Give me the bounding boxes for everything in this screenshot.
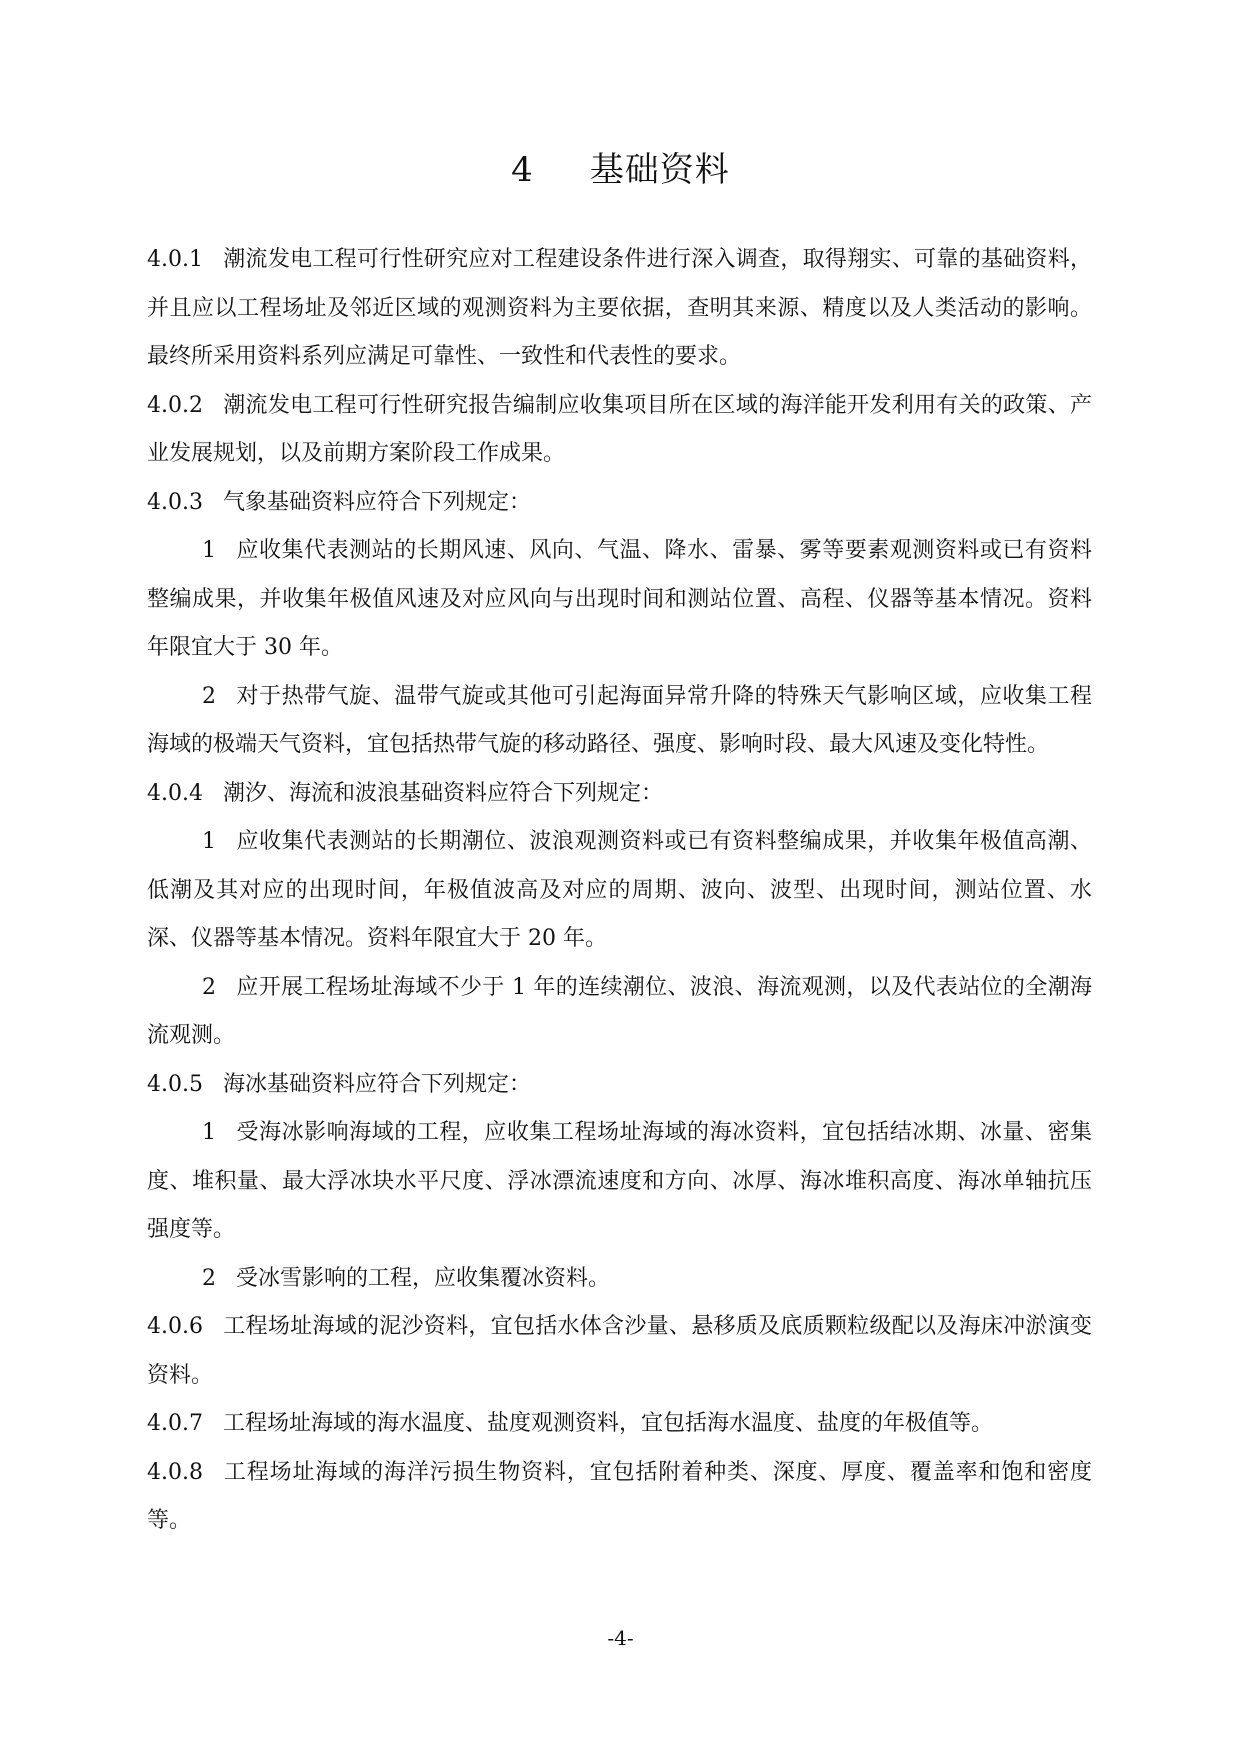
page-number: -4- (607, 1626, 634, 1650)
item-text: 对于热带气旋、温带气旋或其他可引起海面异常升降的特殊天气影响区域，应收集工程海域的极端天气资料，宜包括热带气旋的移动路径、强度、影响时段、最大风速及变化特性。 (147, 683, 1092, 757)
clause-text: 海冰基础资料应符合下列规定： (222, 1071, 531, 1097)
clause-text: 气象基础资料应符合下列规定： (222, 489, 531, 515)
clause-4-0-6 (147, 1303, 1092, 1400)
item-number: 1 (202, 1120, 216, 1145)
clause-4-0-3-item-2 (147, 673, 1092, 770)
clause-4-0-4-item-1 (147, 818, 1092, 964)
clause-4-0-3 (147, 479, 1092, 528)
clause-number: 4.0.1 (147, 247, 203, 272)
item-number: 2 (202, 974, 216, 1000)
item-text: 应开展工程场址海域不少于 1 年的连续潮位、波浪、海流观测，以及代表站位的全潮海流观测。 (147, 974, 1092, 1048)
clause-text: 工程场址海域的海洋污损生物资料，宜包括附着种类、深度、厚度、覆盖率和饱和密度等。 (147, 1459, 1092, 1533)
clause-number: 4.0.8 (147, 1459, 203, 1485)
item-number: 1 (202, 829, 216, 854)
clause-number: 4.0.2 (147, 392, 203, 418)
clause-text: 潮汐、海流和波浪基础资料应符合下列规定： (222, 780, 663, 806)
clause-4-0-2 (147, 382, 1092, 479)
clause-4-0-4 (147, 770, 1092, 819)
clause-4-0-5 (147, 1061, 1092, 1110)
clause-text: 潮流发电工程可行性研究报告编制应收集项目所在区域的海洋能开发利用有关的政策、产业发展规划，以及前期方案阶段工作成果。 (147, 392, 1092, 466)
clause-number: 4.0.3 (147, 489, 203, 515)
item-number: 2 (202, 1265, 216, 1291)
clause-4-0-1 (147, 236, 1092, 382)
clause-text: 工程场址海域的泥沙资料，宜包括水体含沙量、悬移质及底质颗粒级配以及海床冲淤演变资料。 (147, 1314, 1092, 1388)
clause-text: 工程场址海域的海水温度、盐度观测资料，宜包括海水温度、盐度的年极值等。 (222, 1411, 993, 1436)
chapter-title (0, 148, 1241, 192)
item-number: 1 (202, 538, 216, 563)
item-text: 应收集代表测站的长期风速、风向、气温、降水、雷暴、雾等要素观测资料或已有资料整编成果，并收集年极值风速及对应风向与出现时间和测站位置、高程、仪器等基本情况。资料年限宜大于 30 年。 (147, 538, 1092, 660)
clause-text: 潮流发电工程可行性研究应对工程建设条件进行深入调查，取得翔实、可靠的基础资料，并且应以工程场址及邻近区域的观测资料为主要依据，查明其来源、精度以及人类活动的影响。最终所采用资料系列应满足可靠性、一致性和代表性的要求。 (147, 247, 1092, 369)
item-text: 受海冰影响海域的工程，应收集工程场址海域的海冰资料，宜包括结冰期、冰量、密集度、堆积量、最大浮冰块水平尺度、浮冰漂流速度和方向、冰厚、海冰堆积高度、海冰单轴抗压强度等。 (147, 1120, 1092, 1242)
clause-4-0-5-item-2 (147, 1255, 1092, 1304)
clause-4-0-3-item-1 (147, 527, 1092, 673)
item-number: 2 (202, 683, 216, 709)
chapter-title-text: 基础资料 (589, 150, 730, 190)
clause-number: 4.0.7 (147, 1411, 203, 1436)
chapter-number: 4 (511, 150, 534, 190)
clause-4-0-8 (147, 1449, 1092, 1546)
clause-4-0-7 (147, 1400, 1092, 1449)
clause-number: 4.0.5 (147, 1071, 203, 1097)
document-body (147, 236, 1092, 1546)
item-text: 受冰雪影响的工程，应收集覆冰资料。 (236, 1265, 611, 1291)
clause-number: 4.0.4 (147, 780, 203, 806)
clause-4-0-5-item-1 (147, 1109, 1092, 1255)
clause-number: 4.0.6 (147, 1314, 203, 1339)
item-text: 应收集代表测站的长期潮位、波浪观测资料或已有资料整编成果，并收集年极值高潮、低潮及其对应的出现时间，年极值波高及对应的周期、波向、波型、出现时间，测站位置、水深、仪器等基本情况。资料年限宜大于 20 年。 (147, 829, 1092, 951)
clause-4-0-4-item-2 (147, 964, 1092, 1061)
